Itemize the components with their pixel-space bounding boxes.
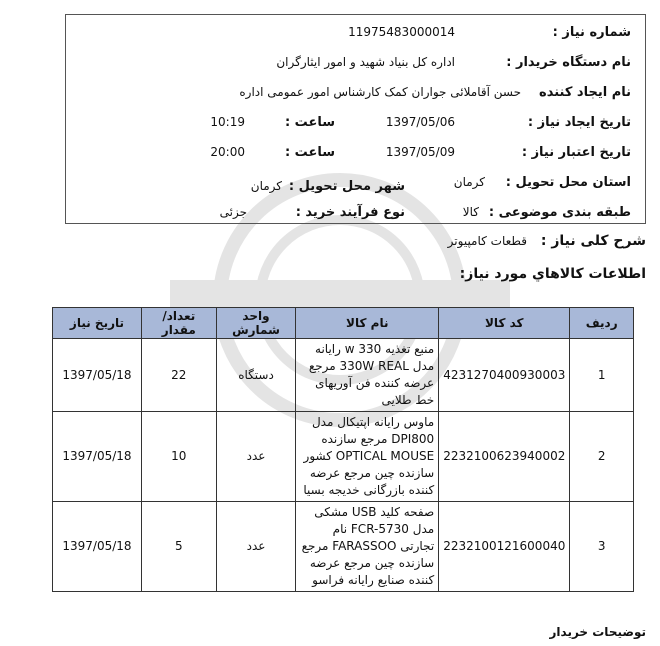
need-number-value: 11975483000014 (348, 25, 455, 39)
row-index: 1 (570, 339, 634, 412)
validity-time-value: 20:00 (210, 145, 245, 159)
buyer-org-row (506, 55, 631, 70)
validity-time-label: ساعت : (284, 145, 335, 160)
items-section-title: اطلاعات کالاهاي مورد نیاز: (459, 266, 646, 282)
category-label: طبقه بندی موضوعی : (488, 205, 631, 220)
summary-value: قطعات کامپیوتر (447, 234, 527, 248)
row-unit: دستگاه (216, 339, 296, 412)
table-row (53, 412, 634, 502)
table-row (53, 502, 634, 592)
validity-date-value: 1397/05/09 (385, 145, 455, 159)
created-time-value: 10:19 (210, 115, 245, 129)
delivery-province-row (506, 175, 631, 190)
creator-label: نام ایجاد کننده (539, 85, 631, 100)
header-name: نام کالا (296, 308, 439, 339)
purchase-type-label: نوع فرآیند خرید : (295, 205, 405, 220)
delivery-province-label: استان محل تحویل : (505, 175, 631, 190)
category-value: کالا (462, 205, 479, 219)
row-date: 1397/05/18 (53, 412, 142, 502)
row-date: 1397/05/18 (53, 502, 142, 592)
row-date: 1397/05/18 (53, 339, 142, 412)
header-index: ردیف (570, 308, 634, 339)
items-table (52, 307, 634, 592)
buyer-org-label: نام دستگاه خریدار : (506, 55, 631, 70)
validity-date-label: تاریخ اعتبار نیاز : (521, 145, 631, 160)
summary-label: شرح کلی نیاز : (540, 233, 646, 249)
created-time-label: ساعت : (284, 115, 335, 130)
header-qty: تعداد/ مقدار (141, 308, 216, 339)
delivery-city-label: شهر محل تحویل : (288, 179, 405, 194)
row-name: منبع تغذیه w 330 رایانه مدل 330W REAL مرجع عرضه کننده فن آوریهای خط طلایی (296, 339, 439, 412)
created-date-value: 1397/05/06 (385, 115, 455, 129)
need-info-box (65, 14, 646, 224)
created-date-row (528, 115, 631, 130)
row-name: صفحه کلید USB مشکی مدل FCR-5730 نام تجارتی FARASSOO مرجع سازنده چین مرجع عرضه کننده صنایع رایانه فراسو (296, 502, 439, 592)
delivery-province-value: کرمان (453, 175, 485, 189)
header-date: تاریخ نیاز (53, 308, 142, 339)
row-qty: 22 (141, 339, 216, 412)
row-name: ماوس رایانه اپتیکال مدل DPI800 مرجع سازنده OPTICAL MOUSE کشور سازنده چین مرجع عرضه کننده بازرگانی خدیجه بسیا (296, 412, 439, 502)
delivery-city-value: کرمان (250, 179, 282, 193)
row-qty: 10 (141, 412, 216, 502)
row-index: 3 (570, 502, 634, 592)
validity-date-row (522, 145, 631, 160)
row-code: 2232100121600040 (439, 502, 570, 592)
purchase-type-value: جزئی (219, 205, 247, 219)
table-header-row (53, 308, 634, 339)
row-qty: 5 (141, 502, 216, 592)
row-code: 4231270400930003 (439, 339, 570, 412)
need-number-label: شماره نیاز : (552, 25, 631, 40)
buyer-notes-label: توضیحات خریدار (549, 625, 646, 639)
row-unit: عدد (216, 502, 296, 592)
row-code: 2232100623940002 (439, 412, 570, 502)
header-code: کد کالا (439, 308, 570, 339)
creator-row (539, 85, 631, 100)
buyer-org-value: اداره کل بنیاد شهید و امور ایثارگران (276, 55, 455, 69)
row-index: 2 (570, 412, 634, 502)
created-date-label: تاریخ ایجاد نیاز : (527, 115, 631, 130)
header-unit: واحد شمارش (216, 308, 296, 339)
need-number-row (553, 25, 631, 40)
row-unit: عدد (216, 412, 296, 502)
table-row (53, 339, 634, 412)
category-row (489, 205, 631, 220)
creator-value: حسن آقاملائی جواران کمک کارشناس امور عمومی اداره (239, 85, 521, 99)
